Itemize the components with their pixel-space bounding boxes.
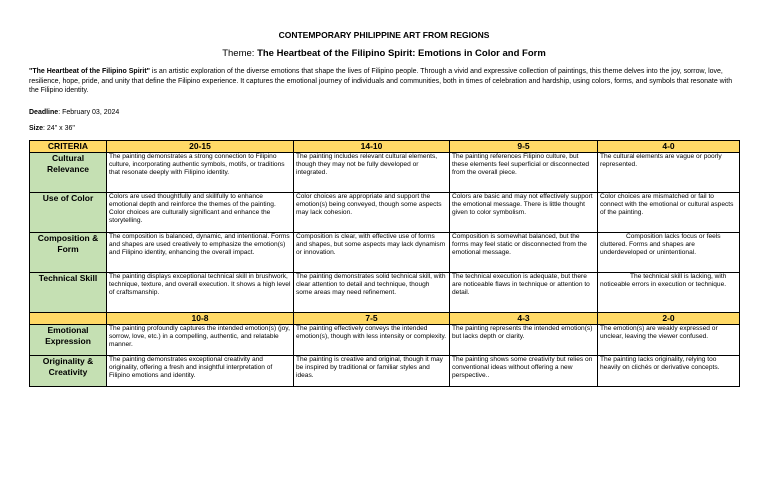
descriptor-cell: The painting effectively conveys the intended emotion(s), though with less intensity or complexity.	[294, 325, 450, 356]
table-row	[30, 233, 740, 273]
table-row	[30, 193, 740, 233]
descriptor-cell: Composition lacks focus or feels cluttered. Forms and shapes are underdeveloped or unintentional.	[598, 233, 740, 273]
document-title: CONTEMPORARY PHILIPPINE ART FROM REGIONS	[278, 30, 490, 40]
header-score: 10-8	[107, 313, 294, 325]
criteria-cell: Use of Color	[30, 193, 107, 233]
descriptor-cell: Colors are basic and may not effectively support the emotional message. There is little thought given to color symbolism.	[450, 193, 598, 233]
criteria-cell: Technical Skill	[30, 273, 107, 313]
header-score: 14-10	[294, 141, 450, 153]
header-score: 20-15	[107, 141, 294, 153]
table-row	[30, 153, 740, 193]
table-row	[30, 273, 740, 313]
descriptor-cell: The painting demonstrates a strong connection to Filipino culture, incorporating authentic symbols, motifs, or traditions that resonate deeply with Filipino identity.	[107, 153, 294, 193]
header-score: 4-3	[450, 313, 598, 325]
descriptor-cell: The painting is creative and original, though it may be inspired by traditional or familiar styles and ideas.	[294, 356, 450, 387]
header-score: 9-5	[450, 141, 598, 153]
rubric-header-row	[30, 141, 740, 153]
descriptor-cell: The painting displays exceptional technical skill in brushwork, technique, texture, and overall execution. It shows a high level of craftsmanship.	[107, 273, 294, 313]
descriptor-cell: The painting shows some creativity but relies on conventional ideas without offering a new perspective..	[450, 356, 598, 387]
intro-bold: "The Heartbeat of the Filipino Spirit"	[29, 68, 150, 75]
deadline-label: Deadline	[29, 109, 59, 116]
descriptor-cell: Colors are used thoughtfully and skillfully to enhance emotional depth and reinforce the themes of the painting. Color choices are culturally significant and enhance the storytelling.	[107, 193, 294, 233]
rubric-table	[29, 140, 740, 387]
descriptor-cell: Color choices are appropriate and support the emotion(s) being conveyed, though some aspects may lack cohesion.	[294, 193, 450, 233]
descriptor-cell: The painting demonstrates solid technical skill, with clear attention to detail and technique, though some areas may need refinement.	[294, 273, 450, 313]
descriptor-cell: The technical execution is adequate, but there are noticeable flaws in technique or attention to detail.	[450, 273, 598, 313]
theme-title: The Heartbeat of the Filipino Spirit: Emotions in Color and Form	[257, 48, 546, 59]
descriptor-cell: The cultural elements are vague or poorly represented.	[598, 153, 740, 193]
descriptor-cell: The painting includes relevant cultural elements, though they may not be fully developed or integrated.	[294, 153, 450, 193]
table-row	[30, 325, 740, 356]
theme-label: Theme:	[222, 48, 255, 59]
deadline-line	[29, 109, 119, 116]
descriptor-cell: The technical skill is lacking, with noticeable errors in execution or technique.	[598, 273, 740, 313]
size-line	[29, 125, 75, 132]
descriptor-cell: The painting references Filipino culture, but these elements feel superficial or disconnected from the overall piece.	[450, 153, 598, 193]
criteria-cell: Composition & Form	[30, 233, 107, 273]
header-criteria: CRITERIA	[30, 141, 107, 153]
descriptor-cell: The painting represents the intended emotion(s) but lacks depth or clarity.	[450, 325, 598, 356]
descriptor-cell: The emotion(s) are weakly expressed or unclear, leaving the viewer confused.	[598, 325, 740, 356]
descriptor-cell: Color choices are mismatched or fail to connect with the emotional or cultural aspects of the painting.	[598, 193, 740, 233]
criteria-cell: Emotional Expression	[30, 325, 107, 356]
criteria-cell: Cultural Relevance	[30, 153, 107, 193]
rubric-subheader-row	[30, 313, 740, 325]
descriptor-cell: Composition is clear, with effective use of forms and shapes, but some aspects may lack dynamism or innovation.	[294, 233, 450, 273]
intro-paragraph	[29, 67, 741, 96]
header-score: 4-0	[598, 141, 740, 153]
descriptor-cell: The composition is balanced, dynamic, and intentional. Forms and shapes are used creatively to emphasize the emotion(s) and Filipino identity, enhancing the overall impact.	[107, 233, 294, 273]
deadline-value: : February 03, 2024	[58, 109, 120, 116]
descriptor-cell: Composition is somewhat balanced, but the forms may feel static or disconnected from the emotional message.	[450, 233, 598, 273]
table-row	[30, 356, 740, 387]
descriptor-cell: The painting profoundly captures the intended emotion(s) (joy, sorrow, love, etc.) in a compelling, authentic, and relatable manner.	[107, 325, 294, 356]
size-label: Size	[29, 125, 44, 132]
size-value: : 24" x 36"	[43, 125, 75, 132]
theme-line	[0, 48, 768, 59]
criteria-cell: Originality & Creativity	[30, 356, 107, 387]
header-score: 7-5	[294, 313, 450, 325]
intro-text: is an artistic exploration of the diverse emotions that shape the lives of Filipino people. Through a vivid and expressive collection of paintings, this theme delves into the joy, sorrow, love, resilience, hope, pride, and unity that define the Filipino experience. It captures the emotional journey of individuals and communities, both in times of celebration and hardship, using colors, forms, and symbols that resonate with the Filipino identity.	[29, 68, 733, 94]
descriptor-cell: The painting demonstrates exceptional creativity and originality, offering a fresh and insightful interpretation of Filipino emotions and identity.	[107, 356, 294, 387]
header-score: 2-0	[598, 313, 740, 325]
descriptor-cell: The painting lacks originality, relying too heavily on clichés or derivative concepts.	[598, 356, 740, 387]
header-criteria-empty	[30, 313, 107, 325]
